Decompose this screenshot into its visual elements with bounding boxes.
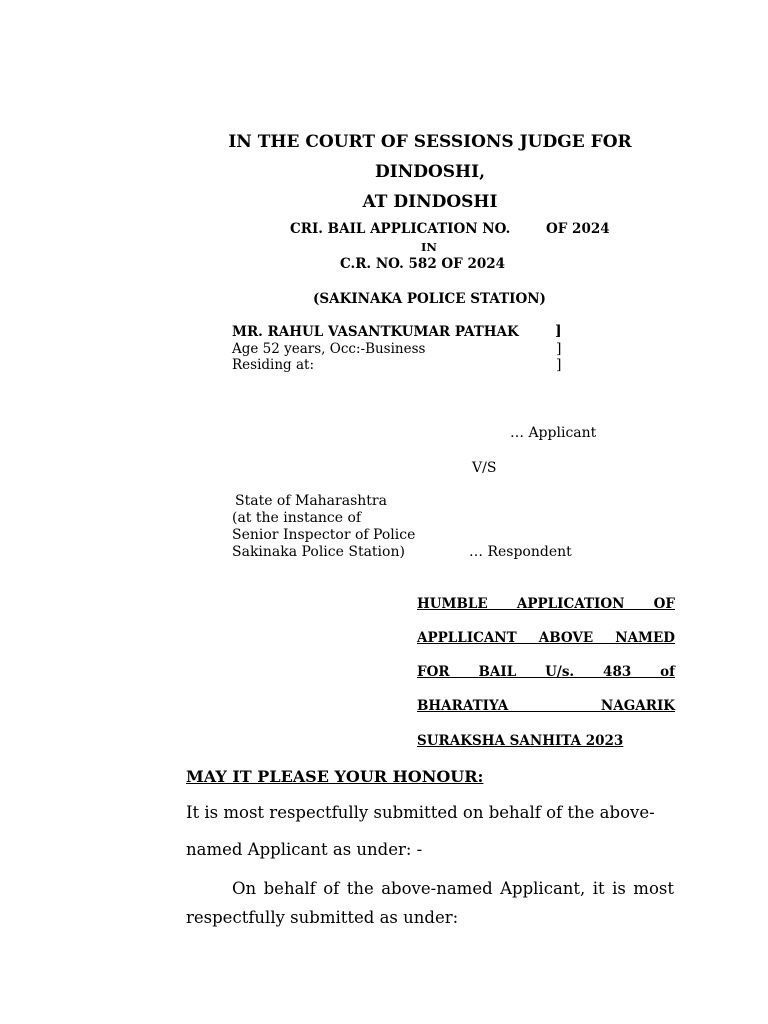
- court-title-line1: IN THE COURT OF SESSIONS JUDGE FOR: [228, 132, 632, 152]
- application-title-line4: BHARATIYA NAGARIK: [417, 698, 675, 714]
- applicant-role: … Applicant: [510, 425, 597, 441]
- applicant-residing: Residing at:: [232, 357, 315, 373]
- cr-number: C.R. NO. 582 OF 2024: [340, 256, 506, 272]
- police-station: (SAKINAKA POLICE STATION): [313, 291, 546, 307]
- respondent-line2: (at the instance of: [232, 510, 362, 526]
- respondent-line3: Senior Inspector of Police: [232, 527, 416, 543]
- respondent-line4: Sakinaka Police Station): [232, 544, 405, 560]
- respondent-line1: State of Maharashtra: [235, 493, 387, 509]
- application-title-line5: SURAKSHA SANHITA 2023: [417, 733, 624, 749]
- in-label: IN: [421, 240, 437, 254]
- paragraph-2-line1: On behalf of the above-named Applicant, it is most: [232, 879, 674, 898]
- salutation: MAY IT PLEASE YOUR HONOUR:: [186, 767, 484, 786]
- court-title-line2: DINDOSHI,: [375, 162, 485, 182]
- bracket: ]: [555, 323, 562, 339]
- paragraph-1-line2: named Applicant as under: -: [186, 840, 423, 859]
- paragraph-2-line2: respectfully submitted as under:: [186, 908, 459, 927]
- bracket: ]: [556, 357, 562, 373]
- court-title-line3: AT DINDOSHI: [362, 192, 498, 212]
- application-title-line2: APPLLICANT ABOVE NAMED: [417, 630, 675, 646]
- application-title-line3: FOR BAIL U/s. 483 of: [417, 664, 675, 680]
- applicant-age-occupation: Age 52 years, Occ:-Business: [232, 341, 426, 357]
- applicant-name: MR. RAHUL VASANTKUMAR PATHAK: [232, 324, 519, 340]
- application-year: OF 2024: [546, 221, 610, 237]
- application-title-line1: HUMBLE APPLICATION OF: [417, 596, 675, 612]
- paragraph-2: [186, 874, 674, 932]
- respondent-role: … Respondent: [469, 544, 572, 560]
- versus: V/S: [472, 460, 497, 476]
- bracket: ]: [556, 341, 562, 357]
- paragraph-1-line1: It is most respectfully submitted on behalf of the above-: [186, 803, 655, 822]
- application-no-label: CRI. BAIL APPLICATION NO.: [290, 221, 511, 237]
